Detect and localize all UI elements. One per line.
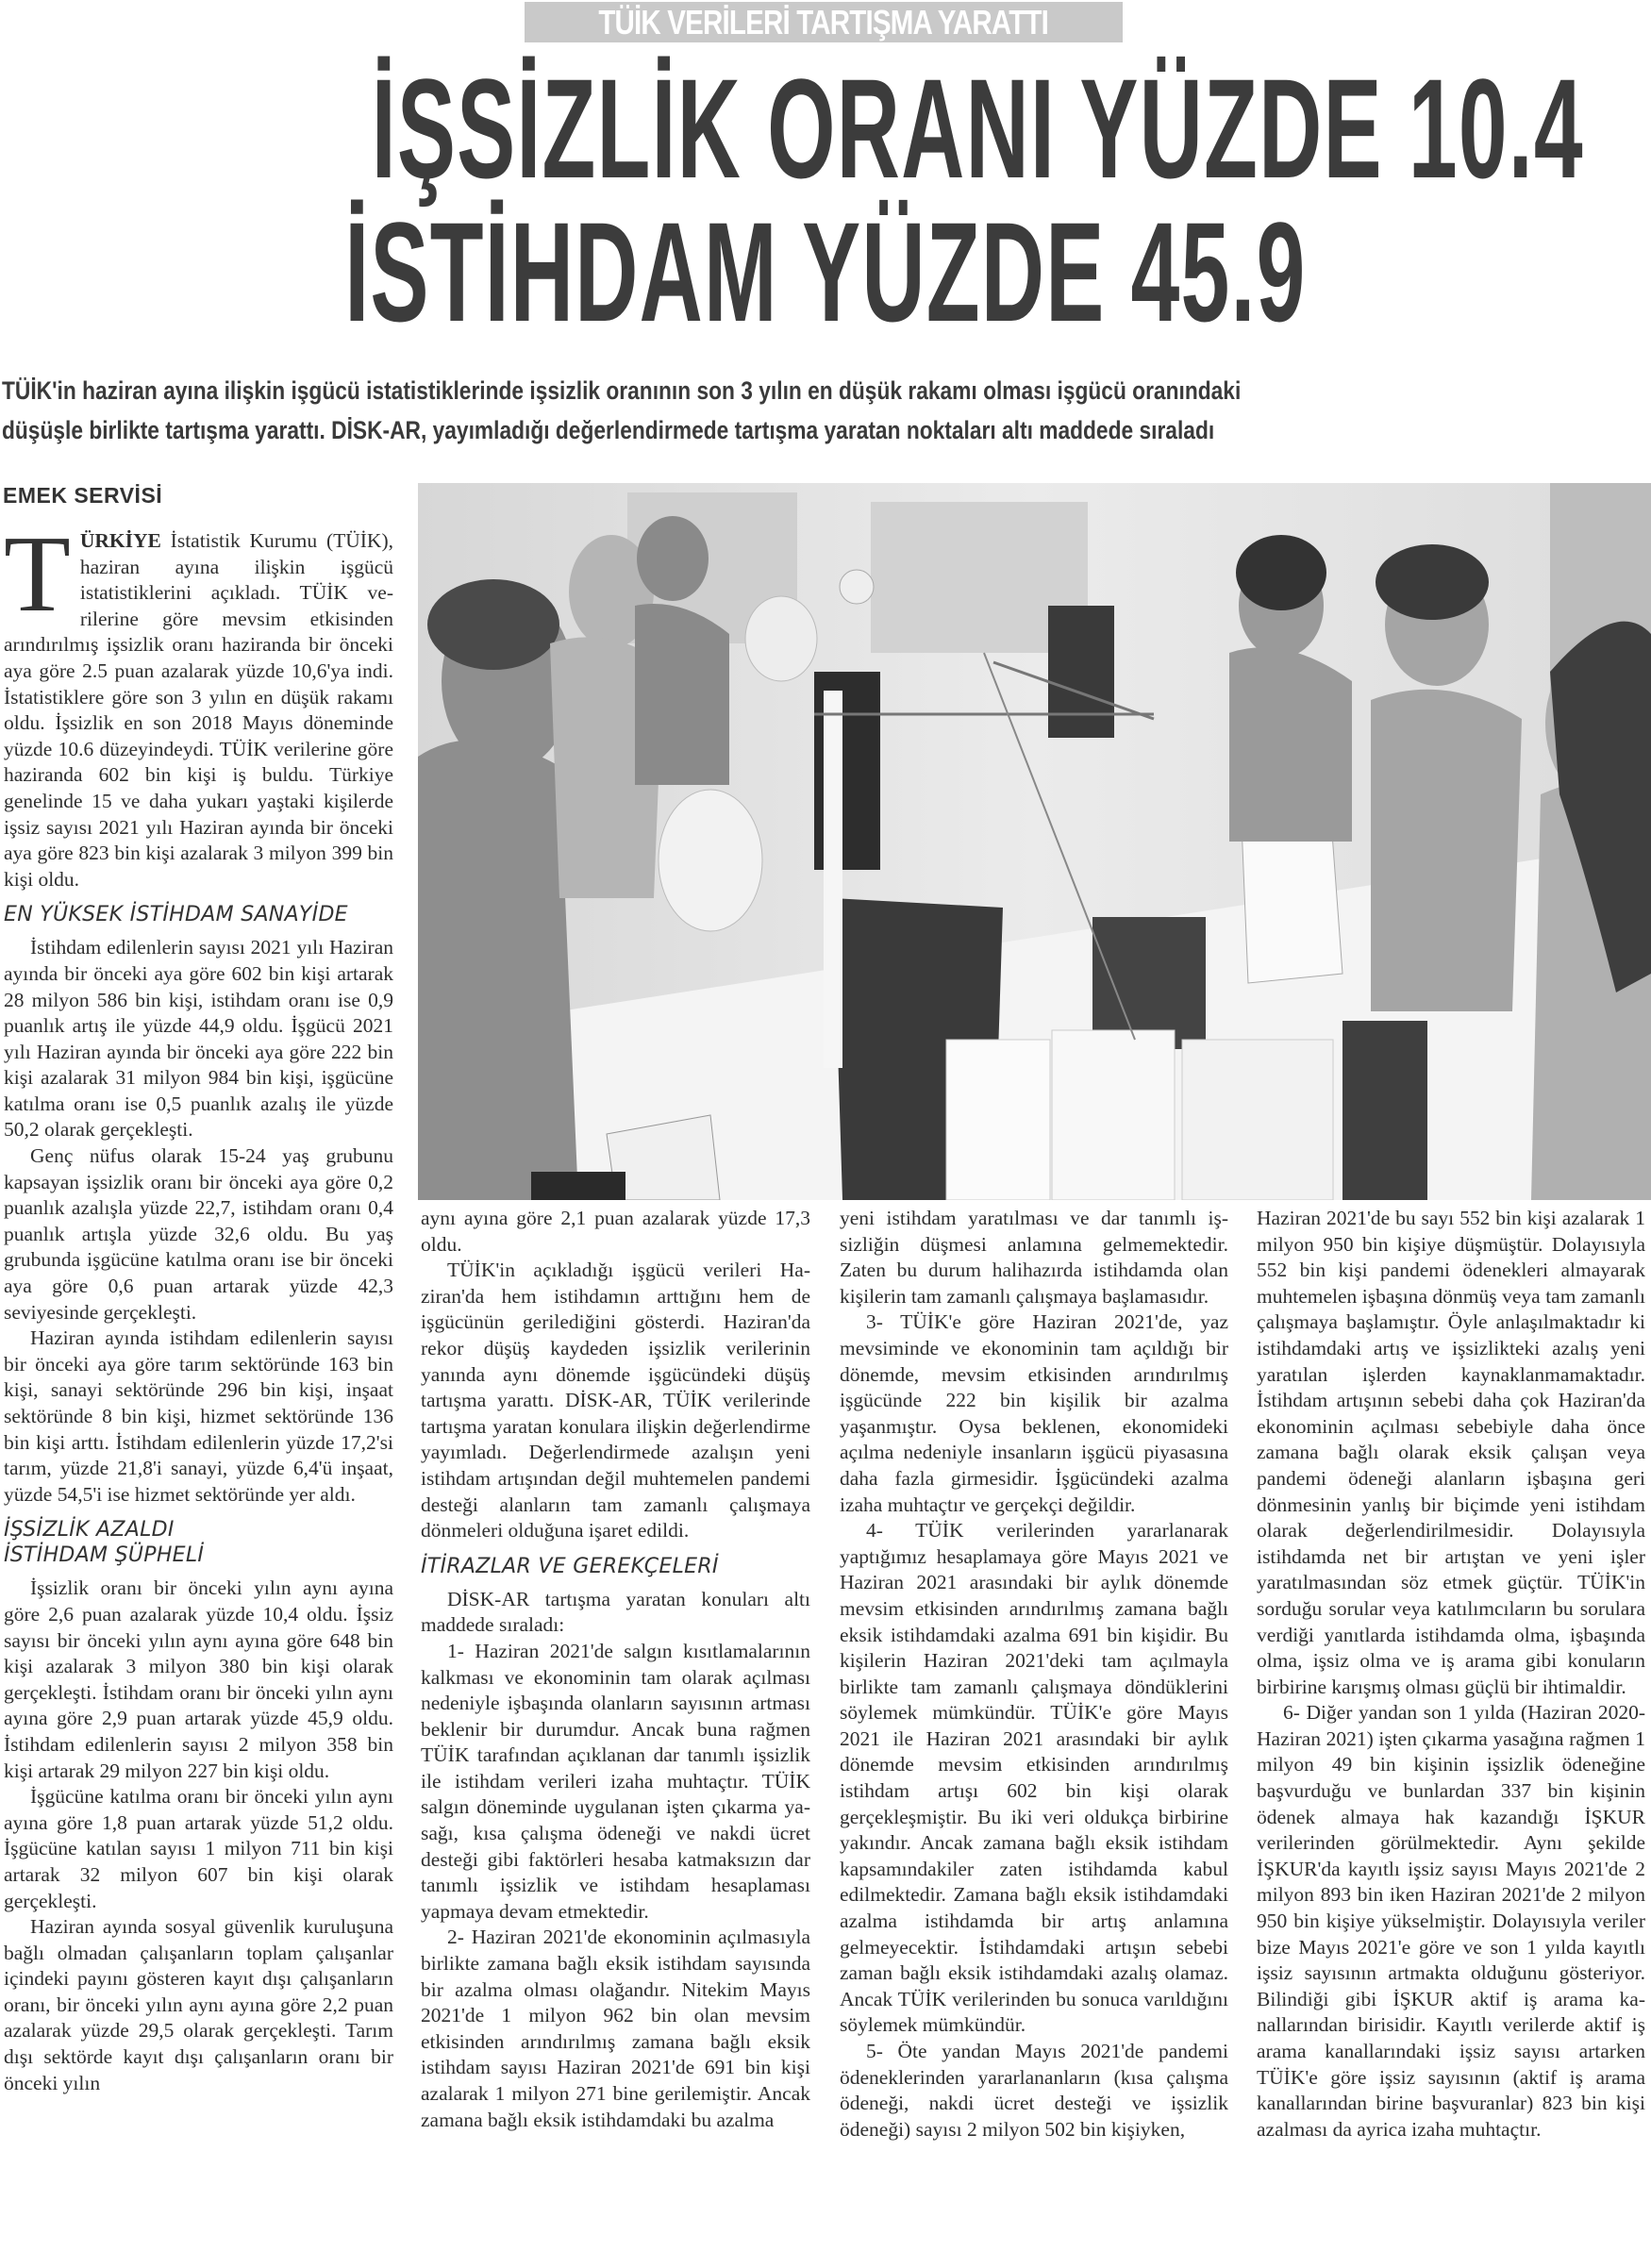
subhead-issizlik-azaldi [4, 1517, 393, 1568]
paragraph-continued: aynı ayına göre 2,1 puan azalarak yüzde 17,3 oldu. [421, 1207, 810, 1256]
list-item-4: 4- TÜİK verilerinden yararlanarak yaptığımız hesaplamaya göre Mayıs 2021 ve Haziran 2021 arasındaki bir aylık dönemde mevsim etkisinden arındırılmış zamana bağlı eksik istihdamdaki azalma 691 bin kişidir. Bu kişilerin Haziran 2021'deki tam açılmayla birlikte tam zamanlı çalışmaya döndüklerini söylemek mümkündür. TÜİK'e göre Mayıs 2021 ile Haziran 2021 arasındaki bir aylık dönemde mevsim etkisinden arındırılmış istihdam artışı 602 bin kişi olarak gerçekleşmiştir. Bu iki veri oldukça birbirine yakındır. Ancak zamana bağlı eksik istihdam kapsamındakiler zaten istihdamda kabul edilmektedir. Zamana bağlı eksik istihdamdaki azalma istihdamda bir artış anlamına gelmeyecektir. İstihdamdaki artışın sebebi zaman bağlı eksik istihdamdaki azalış olamaz. Ancak TÜİK verilerinden bu sonuca varıldığını söylemek mümkündür. [840, 1519, 1228, 2037]
paragraph: Haziran ayında istihdam edilenlerin sayısı bir önceki aya göre tarım sektöründe 163 bin kişi, sanayi sektöründe 296 bin kişi, inşaat sektöründe 8 bin kişi, hizmet sektöründe 136 bin kişi arttı. İstihdam edilenlerin yüzde 17,2'si tarım, yüzde 21,8'i sanayi, yüzde 6,4'ü inşaat, yüzde 54,5'i ise hizmet sektöründe yer aldı. [4, 1326, 393, 1506]
paragraph-continued: Haziran 2021'de bu sayı 552 bin kişi azalarak 1 milyon 950 bin kişiye düşmüştür. Dolayısıyla 552 bin kişi pandemi ödenekleri almayarak muhtemelen işbaşına dönmüş veya tam zamanlı çalışmaya başlamıştır. Öyle anlaşılmaktadır ki istihdamdaki artış ve işsizlikteki azalış yeni yaratılan işlerden kaynaklanmamaktadır. İstihdam artışının sebebi daha çok Haziran'da ekonominin açılması sebebiyle daha önce zamana bağlı olarak eksik çalışan veya pandemi ödeneği alanların işbaşına geri dönmesinin yanlış bir biçimde yeni istihdam olarak değerlendirilmesidir. Dolayısıyla istihdamda net bir artıştan ve yeni işler yaratılmasından söz etmek güçtür. TÜİK'in sorduğu sorular veya katılımcıların bu sorulara verdiği yanıtlarda istihdamda olma, işbaşında olma, işsiz olma ve iş arama gibi konuların birbirine karışmış olması güçlü bir ihtimaldir. [1257, 1207, 1645, 1698]
standfirst-line-2: düşüşle birlikte tartışma yarattı. DİSK-AR, yayımladığı değerlendirmede tartışma yaratan noktaları altı maddede sıraladı [2, 416, 1215, 444]
dropcap: T [4, 514, 71, 635]
monitor [1048, 606, 1114, 738]
lead-paragraph [4, 514, 393, 892]
paragraph: İşgücüne katılma oranı bir önceki yılın aynı ayına göre 1,8 puan artarak yüzde 51,2 oldu. İşgücüne katılan sayısı 1 milyon 711 bin kişi artarak 32 milyon 607 bin kişi olarak gerçekleşti. [4, 1785, 393, 1912]
standfirst [2, 371, 1648, 450]
hair [1236, 535, 1326, 610]
desk-lamp [840, 570, 874, 604]
monitor-edge [824, 691, 842, 1068]
lead-text: İstatistik Kurumu (TÜİK), haziran ayına ilişkin işgücü istatistiklerini açıkladı. TÜİK verilerine göre mevsim etkisinden arındırılmış işsizlik oranı haziranda bir önceki aya göre 2.5 puan azalarak yüzde 10,6'ya indi. İstatistiklere göre son 3 yılın en düşük rakamı oldu. İşsizlik en son 2018 Mayıs döneminde yüzde 10.6 düzeyindeydi. TÜİK verilerine göre haziranda 602 bin kişi iş buldu. Türkiye genelinde 15 ve daha yukarı yaştaki kişilerde işsiz sayısı 2021 yılı Haziran ayında bir önceki aya göre 823 bin kişi azalarak 3 milyon 399 bin kişi oldu. [4, 529, 393, 891]
headline-line-1 [0, 49, 1651, 208]
paragraph: Genç nüfus olarak 15-24 yaş grubunu kapsayan işsizlik oranı bir önceki aya göre 0,2 puanlık azalışla yüzde 22,7, istihdam oranı 0,4 puanlık artışla yüzde 32,6 oldu. Bu yaş grubunda işgücüne katılma oranı ise bir önceki aya göre 0,6 puan artarak yüzde 42,3 seviyesinde gerçekleşti. [4, 1144, 393, 1324]
headline-line-2 [0, 192, 1651, 351]
column-3 [840, 1206, 1228, 2143]
office-workers-photo [418, 483, 1651, 1200]
subhead-en-yuksek-istihdam: EN YÜKSEK İSTİHDAM SANAYİDE [4, 903, 348, 927]
file-box [1052, 1030, 1175, 1200]
monitor [1092, 917, 1206, 1049]
list-item-1: 1- Haziran 2021'de salgın kısıtlamalarının kalkması ve ekonominin tam olarak açılması nedeniyle işbaşında olanların sayısının artması beklenir bir durumdur. Ancak buna rağmen TÜİK tarafından açıklanan dar tanımlı işsizlik ile istihdam verileri izaha muhtaçtır. TÜİK salgın döneminde uygulanan işten çıkarma yasağı, kısa çalışma ödeneği ve nakdi ücret desteği gibi faktörleri hesaba katmaksızın dar tanımlı işsizlik ve istihdam hesaplaması yapmaya devam etmektedir. [421, 1639, 810, 1923]
kicker-label [525, 2, 1123, 42]
list-item-3: 3- TÜİK'e göre Haziran 2021'de, yaz mevsiminde ve ekonominin tam açıldığı bir dönemde, mevsim etkisinden arındırılmış işgücünde 222 bin kişilik bir azalma yaşanmıştır. Oysa beklenen, ekonomideki açılma nedeniyle insanların işgücü piyasasına daha fazla girmesidir. İşgücündeki azalma izaha muhtaçtır ve gerçekçi değildir. [840, 1310, 1228, 1516]
file-box [946, 1040, 1050, 1200]
headphones [531, 1172, 625, 1200]
kicker-text: TÜİK VERİLERİ TARTIŞMA YARATTI [598, 3, 1049, 42]
column-2 [421, 1206, 810, 2133]
paragraph: İstihdam edilenlerin sayısı 2021 yılı Haziran ayında bir önceki aya göre 602 bin kişi artarak 28 milyon 586 bin kişi, istihdam oranı ise 0,9 puanlık artış ile yüzde 44,9 oldu. İşgücü 2021 yılı Haziran ayında bir önceki aya göre 222 bin kişi azalarak 31 milyon 984 bin kişi, işgücüne katılma oranı ise 0,5 puanlık azalış ile yüzde 50,2 olarak gerçekleşti. [4, 936, 393, 1142]
hair [427, 579, 559, 670]
paragraph: DİSK-AR tartışma yaratan konuları altı maddede sıraladı: [421, 1587, 810, 1637]
byline: EMEK SERVİSİ [3, 483, 163, 508]
photo-illustration [418, 483, 1651, 1200]
lead-bold-word: ÜRKİYE [79, 529, 161, 552]
subhead-itirazlar: İTİRAZLAR VE GEREKÇELERİ [421, 1554, 719, 1578]
paragraph-continued: yeni istihdam yaratılması ve dar tanımlı işsizliğin düşmesi anlamına gelmemektedir. Zaten bu durum halihazırda istihdamda olan kişilerin tam zamanlı çalışmaya başlamasıdır. [840, 1207, 1228, 1308]
file-box [1182, 1040, 1333, 1200]
headline-text-1: İŞSİZLİK ORANI YÜZDE 10.4 [371, 49, 1584, 208]
paragraph: İşsizlik oranı bir önceki yılın aynı ayına göre 2,6 puan azalarak yüzde 10,4 oldu. İşsiz sayısı bir önceki yılın aynı ayına göre 648 bin kişi azalarak 3 milyon 380 bin kişi olarak gerçekleşti. İstihdam oranı bir önceki yılın aynı ayına göre 2,9 puan artarak yüzde 45,9 oldu. İstihdam edilenlerin sayısı 2 milyon 358 bin kişi artarak 29 milyon 227 bin kişi oldu. [4, 1576, 393, 1782]
column-1 [4, 514, 393, 2096]
hair [1376, 544, 1489, 620]
subhead-line: İSTİHDAM ŞÜPHELİ [4, 1543, 205, 1568]
paragraph: Haziran ayında sosyal güvenlik kuruluşuna bağlı olmadan çalışanların toplam çalışanlar içindeki payını gösteren kayıt dışı çalışanların oranı, bir önceki yılın aynı ayına göre 2,2 puan azalarak yüzde 29,5 olarak gerçekleşti. Tarım dışı sektörde kayıt dışı çalışanların oranı bir önceki yılın [4, 1915, 393, 2094]
column-4 [1257, 1206, 1645, 2143]
list-item-6: 6- Diğer yandan son 1 yılda (Haziran 2020-Haziran 2021) işten çıkarma yasağına rağmen 1 milyon 49 bin kişinin işsizlik ödeneğine başvurduğu ve bunlardan 337 bin kişinin ödenek almaya hak kazandığı İŞKUR verilerinden görülmektedir. Aynı şekilde İŞKUR'da kayıtlı işsiz sayısı Mayıs 2021'de 2 milyon 893 bin iken Haziran 2021'de 2 milyon 950 bin kişiye yükselmiştir. Dolayısıyla veriler bize Mayıs 2021'e göre ve son 1 yılda kayıtlı işsiz sayısının artmakta olduğunu gösteriyor. Bilindiği gibi İŞKUR aktif iş arama kanallarından birisidir. Kayıtlı verilerde aktif iş arama kanallarındaki işsiz sayısı artarken TÜİK'e göre işsiz sayısının (aktif iş arama kanallarından birine başvuranlar) 823 bin kişi azalması da ayrica izaha muhtaçtır. [1257, 1701, 1645, 2141]
headline-text-2: İSTİHDAM YÜZDE 45.9 [344, 192, 1307, 351]
monitor [1342, 1021, 1427, 1200]
desk-lamp [659, 790, 762, 931]
standfirst-line-1: TÜİK'in haziran ayına ilişkin işgücü istatistiklerinde işsizlik oranının son 3 yılın en düşük rakamı olması işgücü oranındaki [2, 376, 1242, 405]
list-item-5: 5- Öte yandan Mayıs 2021'de pandemi ödeneklerinden yararlananların (kısa çalışma ödeneği, nakdi ücret desteği ve işsizlik ödeneği) sayısı 2 milyon 502 bin kişiyken, [840, 2040, 1228, 2141]
subhead-line: İŞSİZLİK AZALDI [4, 1518, 175, 1543]
list-item-2: 2- Haziran 2021'de ekonominin açılmasıyla birlikte zamana bağlı eksik istihdam sayısında bir azalma olması olağandır. Nitekim Mayıs 2021'de 1 milyon 962 bin olan mevsim etkisinden arındırılmış zamana bağlı eksik istihdam sayısı Haziran 2021'de 691 bin kişi azalarak 1 milyon 271 bine gerilemiştir. Ancak zamana bağlı eksik istihdamdaki bu azalma [421, 1926, 810, 2131]
desk-lamp [745, 596, 817, 681]
paragraph: TÜİK'in açıkladığı işgücü verileri Haziran'da hem istihdamın arttığını hem de işgücünün gerilediğini gösterdi. Haziran'da rekor düşüş kaydeden işsizlik verilerinin yanında aynı dönemde işgücündeki düşüş tartışma yarattı. DİSK-AR, TÜİK verilerinde tartışma yaratan konulara ilişkin değerlendirme yayımladı. Değerlendirmede azalışın yeni istihdam artışından değil muhtemelen pandemi desteği alanların tam zamanlı çalışmaya dönmeleri olduğuna işaret edildi. [421, 1259, 810, 1543]
